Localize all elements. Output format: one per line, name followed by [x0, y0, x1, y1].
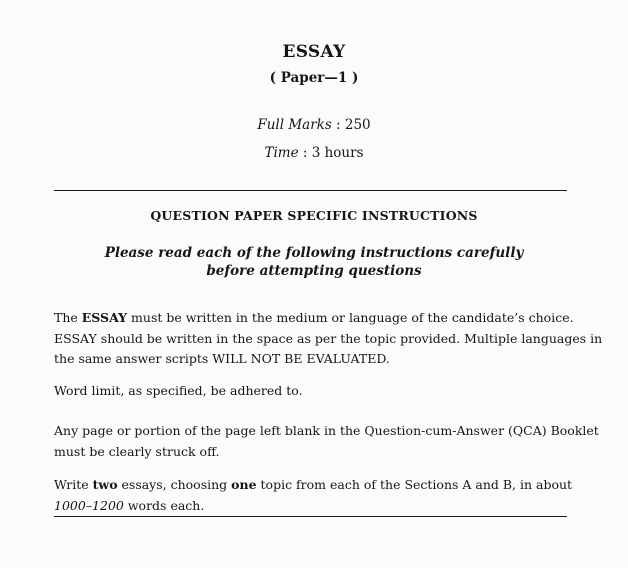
instruction-essay-choice: [54, 475, 573, 516]
instruction-medium-line-2: ESSAY should be written in the space as per the topic provided. Multiple languages in: [54, 330, 603, 346]
two-bold: two: [92, 477, 118, 492]
instruction-medium-line-3: the same answer scripts WILL NOT BE EVALUATED.: [54, 351, 390, 366]
instruction-blank-pages-line-2: must be clearly struck off.: [54, 443, 220, 459]
read-carefully-line-2: before attempting questions: [206, 263, 422, 279]
instruction-essay-choice-line-1: [54, 475, 573, 496]
text-fragment: must be written in the medium or language of the candidate’s choice.: [127, 310, 574, 325]
paper-number: ( Paper—1 ): [269, 70, 359, 86]
text-fragment: words each.: [123, 497, 205, 513]
instruction-word-limit: [54, 381, 567, 402]
essay-bold: ESSAY: [81, 310, 128, 325]
instruction-word-limit-line: Word limit, as specified, be adhered to.: [54, 383, 303, 398]
time-value: : 3 hours: [298, 145, 364, 161]
text-fragment: essays, choosing: [117, 477, 232, 492]
full-marks-label: Full Marks: [257, 117, 332, 133]
text-fragment: topic from each of the Sections A and B, in about: [256, 477, 573, 492]
instructions-heading: QUESTION PAPER SPECIFIC INSTRUCTIONS: [150, 208, 478, 223]
full-marks: [0, 117, 628, 133]
time-label: Time: [264, 145, 299, 161]
instruction-medium: [54, 308, 603, 370]
text-fragment: The: [54, 310, 82, 325]
instruction-essay-choice-line-2: [54, 496, 567, 517]
instruction-blank-pages-line-1: Any page or portion of the page left blank in the Question-cum-Answer (QCA) Booklet: [54, 423, 599, 438]
read-carefully-line-1: Please read each of the following instructions carefully: [104, 245, 524, 261]
top-divider: [54, 190, 567, 191]
paper-title: ESSAY: [282, 42, 346, 62]
one-bold: one: [231, 477, 257, 492]
read-carefully-notice: [0, 244, 628, 280]
word-count-italic: 1000–1200: [54, 497, 124, 513]
full-marks-value: : 250: [331, 117, 371, 133]
text-fragment: Write: [54, 477, 93, 492]
instruction-blank-pages: [54, 421, 599, 462]
bottom-divider: [54, 516, 567, 517]
instruction-medium-line-1: [54, 308, 574, 329]
time-allowed: [0, 145, 628, 161]
